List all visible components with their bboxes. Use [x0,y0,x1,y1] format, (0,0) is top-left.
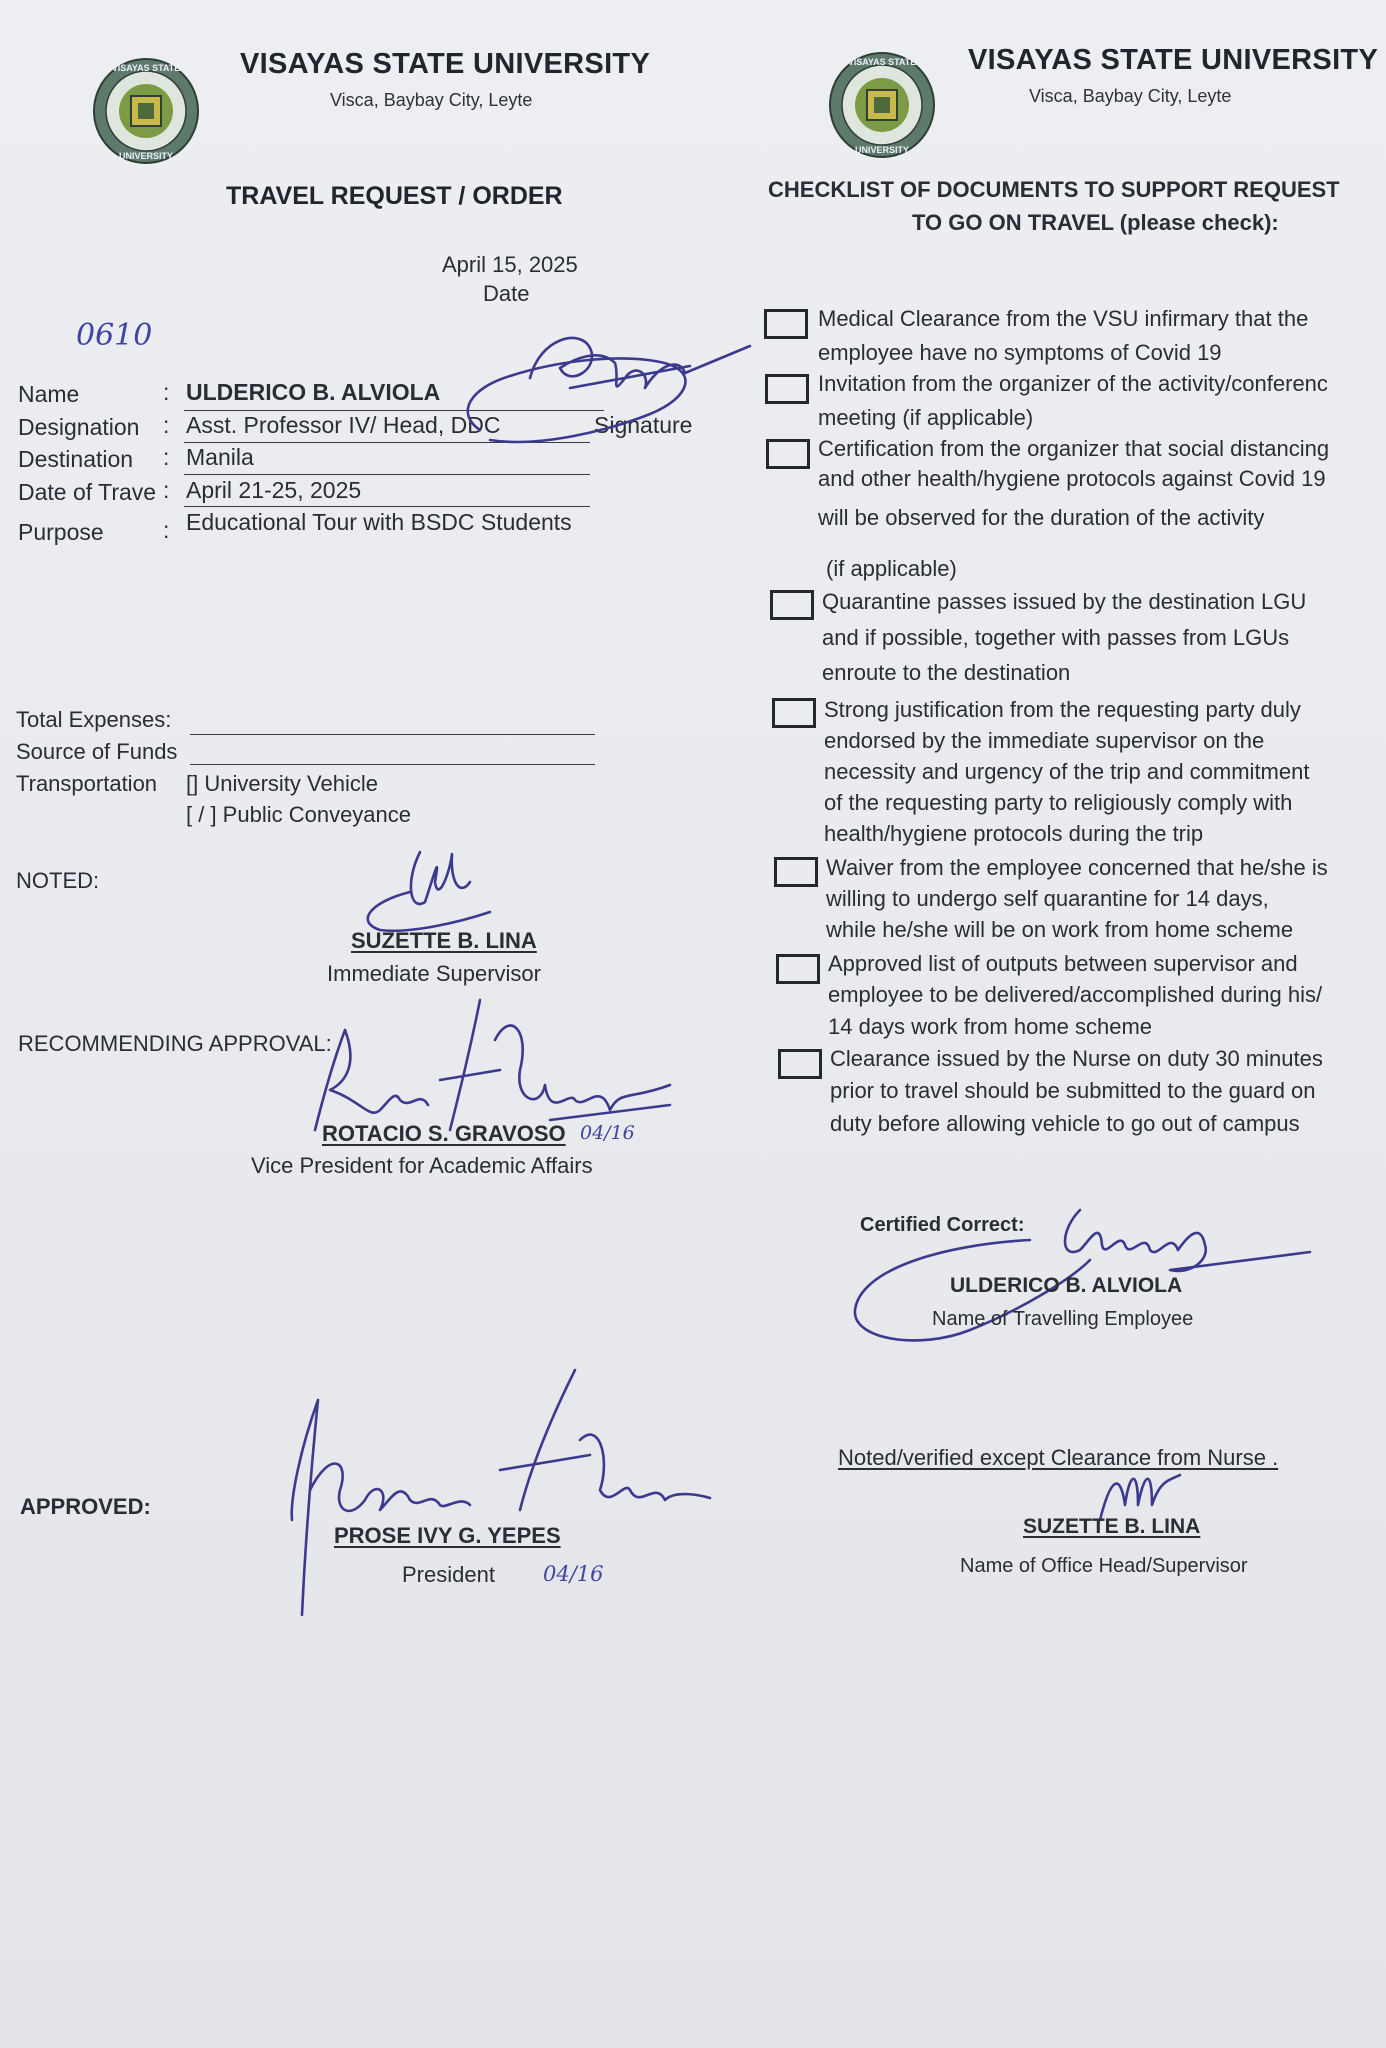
president-title: President [402,1562,495,1587]
date-of-travel-underline [184,506,590,507]
colon: : [163,444,170,470]
university-address-right: Visca, Baybay City, Leyte [1029,86,1232,106]
certified-employee-title: Name of Travelling Employee [932,1308,1194,1330]
checklist-item-text: prior to travel should be submitted to the guard on [830,1078,1316,1103]
total-expenses-label: Total Expenses: [16,707,172,732]
office-head-title: Name of Office Head/Supervisor [960,1555,1248,1577]
request-date-label: Date [483,281,530,306]
recommending-approval-label: RECOMMENDING APPROVAL: [18,1031,332,1056]
president-signature [280,1360,720,1620]
transportation-label: Transportation [16,771,158,796]
checklist-item-text: Approved list of outputs between supervisor and [828,951,1298,976]
university-name-left: VISAYAS STATE UNIVERSITY [240,48,651,80]
colon: : [163,477,170,503]
checklist-item-text: and if possible, together with passes from LGUs [822,625,1290,650]
svg-text:VISAYAS STATE: VISAYAS STATE [111,63,181,73]
vp-handwritten-date: 04/16 [580,1122,635,1144]
checklist-item-text: meeting (if applicable) [818,405,1034,430]
checklist-checkbox[interactable] [772,698,816,728]
checklist-item-text: enroute to the destination [822,660,1071,685]
checklist-checkbox[interactable] [774,857,818,887]
approved-label: APPROVED: [20,1494,151,1519]
checklist-item-text: Certification from the organizer that social distancing [818,436,1330,461]
checklist-item-text: will be observed for the duration of the activity [818,505,1265,530]
name-value: ULDERICO B. ALVIOLA [186,379,441,405]
requester-signature [450,318,760,458]
president-handwritten-date: 04/16 [543,1562,604,1586]
colon: : [163,517,170,543]
date-of-travel-label: Date of Trave [18,479,157,505]
checklist-item-text: endorsed by the immediate supervisor on the [824,728,1265,753]
checklist-item-text: Quarantine passes issued by the destination LGU [822,589,1307,614]
checklist-checkbox[interactable] [765,374,809,404]
handwritten-control-number: 0610 [76,318,153,353]
source-of-funds-label: Source of Funds [16,739,178,764]
checklist-checkbox[interactable] [778,1049,822,1079]
svg-text:VISAYAS STATE: VISAYAS STATE [847,57,917,67]
svg-text:UNIVERSITY: UNIVERSITY [854,145,910,155]
checklist-item-text: (if applicable) [826,556,957,581]
checklist-title-line1: CHECKLIST OF DOCUMENTS TO SUPPORT REQUEST [768,177,1340,202]
supervisor-name: SUZETTE B. LINA [351,928,537,953]
checklist-item-text: Invitation from the organizer of the activity/conferenc [818,371,1328,396]
designation-value: Asst. Professor IV/ Head, DDC [186,412,501,438]
colon: : [163,379,170,405]
checklist-item-text: while he/she will be on work from home scheme [826,917,1294,942]
checklist-item-text: necessity and urgency of the trip and commitment [824,759,1310,784]
checklist-item-text: Clearance issued by the Nurse on duty 30 minutes [830,1046,1323,1071]
option-university-vehicle[interactable]: [] University Vehicle [186,771,378,796]
svg-text:UNIVERSITY: UNIVERSITY [118,151,174,161]
destination-value: Manila [186,444,254,470]
total-expenses-line[interactable] [190,734,595,735]
checklist-title-line2: TO GO ON TRAVEL (please check): [912,210,1279,235]
purpose-label: Purpose [18,519,104,545]
request-date-value: April 15, 2025 [442,252,578,277]
checklist-checkbox[interactable] [764,309,808,339]
name-label: Name [18,381,80,407]
purpose-value: Educational Tour with BSDC Students [186,509,572,535]
checklist-item-text: 14 days work from home scheme [828,1014,1153,1039]
supervisor-title: Immediate Supervisor [327,961,541,986]
university-address-left: Visca, Baybay City, Leyte [330,90,533,110]
checklist-item-text: employee have no symptoms of Covid 19 [818,340,1222,365]
date-of-travel-value: April 21-25, 2025 [186,477,362,503]
source-of-funds-line[interactable] [190,764,595,765]
supervisor-signature [350,842,500,942]
certified-employee-name: ULDERICO B. ALVIOLA [950,1274,1183,1297]
form-title: TRAVEL REQUEST / ORDER [226,182,563,210]
checklist-item-text: and other health/hygiene protocols against Covid 19 [818,466,1326,491]
checklist-checkbox[interactable] [770,590,814,620]
checklist-item-text: Waiver from the employee concerned that he/she is [826,855,1328,880]
checklist-item-text: health/hygiene protocols during the trip [824,821,1204,846]
colon: : [163,412,170,438]
checklist-item-text: Medical Clearance from the VSU infirmary that the [818,306,1309,331]
president-name: PROSE IVY G. YEPES [334,1523,561,1548]
vsu-seal-left [90,56,202,171]
destination-underline [184,474,590,475]
vsu-seal-right [826,50,938,165]
checklist-item-text: Strong justification from the requesting party duly [824,697,1301,722]
checklist-checkbox[interactable] [766,439,810,469]
certified-correct-label: Certified Correct: [860,1214,1025,1236]
office-head-name: SUZETTE B. LINA [1023,1515,1201,1538]
checklist-checkbox[interactable] [776,954,820,984]
destination-label: Destination [18,446,134,472]
vp-name: ROTACIO S. GRAVOSO [322,1121,566,1146]
checklist-item-text: of the requesting party to religiously comply with [824,790,1293,815]
checklist-item-text: willing to undergo self quarantine for 14 days, [826,886,1269,911]
noted-verified-text: Noted/verified except Clearance from Nurse . [838,1445,1279,1470]
signature-label: Signature [594,412,693,438]
option-public-conveyance[interactable]: [ / ] Public Conveyance [186,802,412,827]
designation-label: Designation [18,414,140,440]
noted-label: NOTED: [16,868,100,893]
vp-title: Vice President for Academic Affairs [251,1153,593,1178]
university-name-right: VISAYAS STATE UNIVERSITY [968,44,1379,76]
checklist-item-text: employee to be delivered/accomplished during his/ [828,982,1323,1007]
checklist-item-text: duty before allowing vehicle to go out of campus [830,1111,1300,1136]
